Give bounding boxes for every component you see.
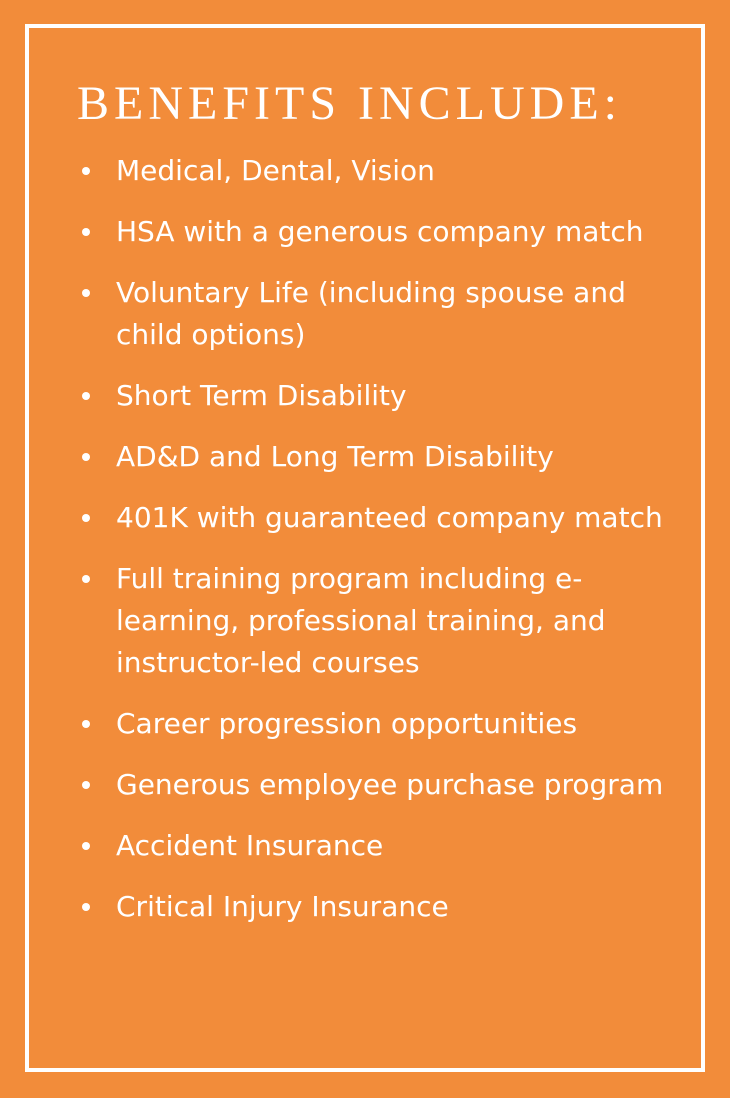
list-item (77, 497, 677, 539)
list-item (77, 558, 677, 684)
bullet-icon (82, 167, 90, 175)
bullet-icon (82, 228, 90, 236)
list-item-label: Critical Injury Insurance (116, 890, 449, 923)
page-title: BENEFITS INCLUDE: (77, 77, 622, 130)
list-item-label: Medical, Dental, Vision (116, 154, 435, 187)
list-item-label: AD&D and Long Term Disability (116, 440, 554, 473)
list-item (77, 150, 677, 192)
list-item-label: Short Term Disability (116, 379, 407, 412)
bullet-icon (82, 720, 90, 728)
bullet-icon (82, 392, 90, 400)
list-item (77, 375, 677, 417)
bullet-icon (82, 842, 90, 850)
bullet-icon (82, 289, 90, 297)
list-item-label: HSA with a generous company match (116, 215, 644, 248)
bullet-icon (82, 453, 90, 461)
list-item-label: Generous employee purchase program (116, 768, 664, 801)
list-item (77, 764, 677, 806)
benefits-card (25, 24, 705, 1072)
bullet-icon (82, 781, 90, 789)
list-item-label: Career progression opportunities (116, 707, 578, 740)
list-item-label: Accident Insurance (116, 829, 384, 862)
list-item (77, 825, 677, 867)
bullet-icon (82, 903, 90, 911)
list-item (77, 211, 677, 253)
bullet-icon (82, 575, 90, 583)
list-item-label: 401K with guaranteed company match (116, 501, 663, 534)
bullet-icon (82, 514, 90, 522)
list-item-label: Voluntary Life (including spouse and child options) (116, 276, 626, 351)
benefits-list (77, 150, 677, 947)
list-item (77, 886, 677, 928)
list-item (77, 703, 677, 745)
list-item-label: Full training program including e-learning, professional training, and instructor-led courses (116, 562, 606, 679)
list-item (77, 272, 677, 356)
list-item (77, 436, 677, 478)
